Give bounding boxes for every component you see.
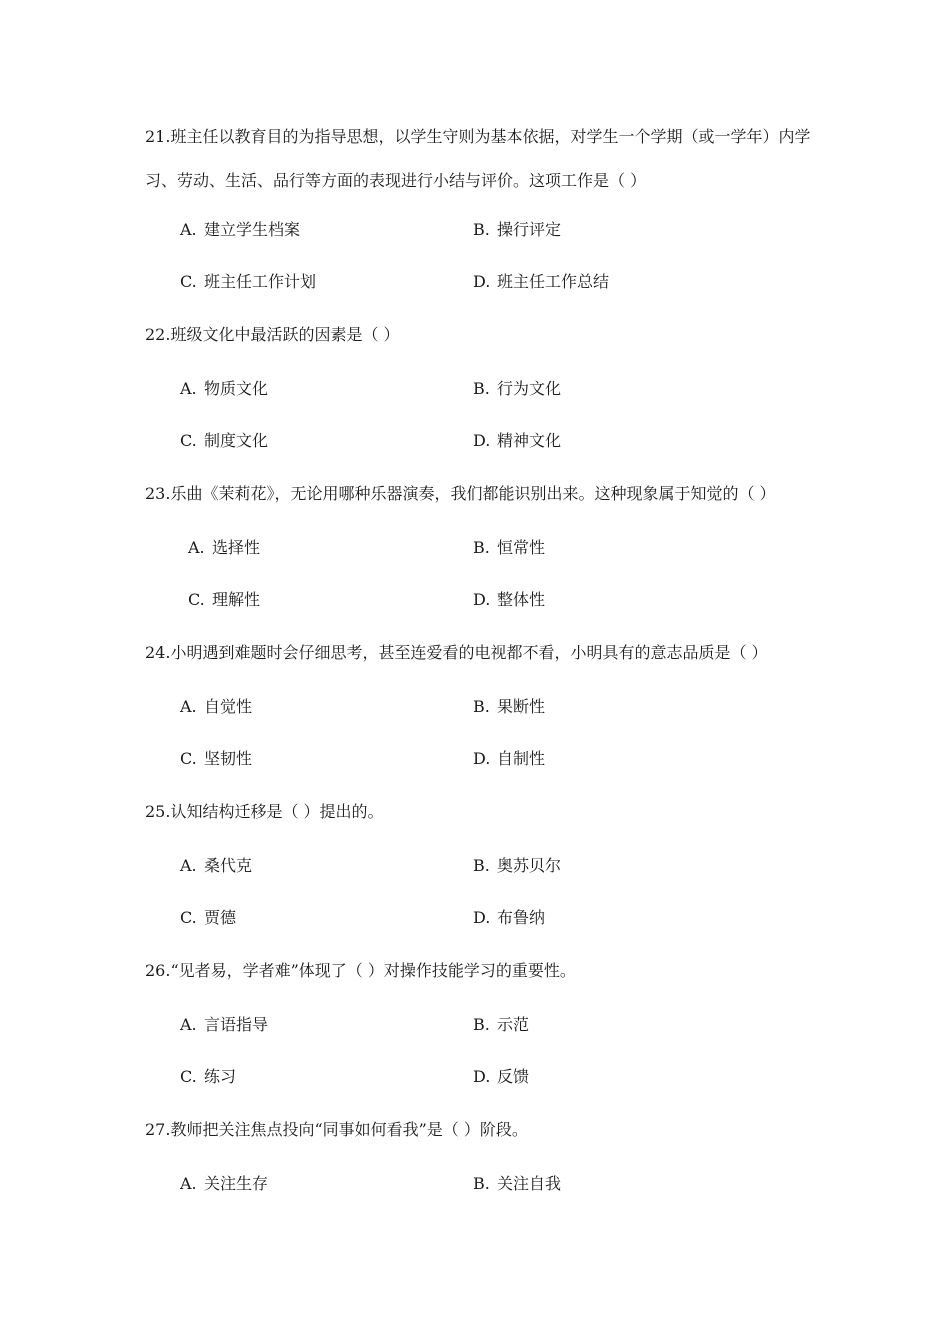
- question-22-stem: 22.班级文化中最活跃的因素是（ ）: [145, 325, 400, 344]
- question-26-options-row-2: [180, 1065, 820, 1089]
- question-25-option-d: D. 布鲁纳: [473, 908, 546, 927]
- question-25-options-row-2: [180, 906, 820, 930]
- question-23-options-row-1: [188, 536, 828, 560]
- question-24-option-b: B. 果断性: [473, 697, 546, 716]
- question-21-option-b: B. 操行评定: [473, 220, 562, 239]
- question-22-option-d: D. 精神文化: [473, 431, 562, 450]
- question-21-options-row-1: [180, 218, 820, 242]
- question-23-stem: 23.乐曲《茉莉花》，无论用哪种乐器演奏，我们都能识别出来。这种现象属于知觉的（ ）: [145, 484, 776, 503]
- question-25-option-c: C. 贾德: [180, 908, 237, 927]
- question-26-option-c: C. 练习: [180, 1067, 237, 1086]
- question-24-options-row-2: [180, 747, 820, 771]
- question-24-options-row-1: [180, 695, 820, 719]
- question-26-options-row-1: [180, 1013, 820, 1037]
- question-24-option-c: C. 坚韧性: [180, 749, 253, 768]
- question-21-option-d: D. 班主任工作总结: [473, 272, 610, 291]
- question-26-stem: 26.“见者易，学者难”体现了（ ）对操作技能学习的重要性。: [145, 961, 576, 980]
- question-22-options-row-2: [180, 429, 820, 453]
- question-23-option-a: A. 选择性: [188, 538, 261, 557]
- question-23-options-row-2: [188, 588, 828, 612]
- question-22-option-b: B. 行为文化: [473, 379, 562, 398]
- question-26-option-d: D. 反馈: [473, 1067, 530, 1086]
- question-27-option-a: A. 关注生存: [180, 1174, 269, 1193]
- question-24-option-d: D. 自制性: [473, 749, 546, 768]
- question-25-option-b: B. 奥苏贝尔: [473, 856, 562, 875]
- question-22-options-row-1: [180, 377, 820, 401]
- question-24-stem: 24.小明遇到难题时会仔细思考，甚至连爱看的电视都不看，小明具有的意志品质是（ ）: [145, 643, 768, 662]
- question-21-option-c: C. 班主任工作计划: [180, 272, 317, 291]
- question-27-options-row-1: [180, 1172, 820, 1196]
- question-25-options-row-1: [180, 854, 820, 878]
- question-25-option-a: A. 桑代克: [180, 856, 253, 875]
- question-23-option-b: B. 恒常性: [473, 538, 546, 557]
- question-24-option-a: A. 自觉性: [180, 697, 253, 716]
- question-23-option-d: D. 整体性: [473, 590, 546, 609]
- question-22-option-c: C. 制度文化: [180, 431, 269, 450]
- question-23-option-c: C. 理解性: [188, 590, 261, 609]
- question-22-option-a: A. 物质文化: [180, 379, 269, 398]
- question-26-option-a: A. 言语指导: [180, 1015, 269, 1034]
- question-21-option-a: A. 建立学生档案: [180, 220, 301, 239]
- question-25-stem: 25.认知结构迁移是（ ）提出的。: [145, 802, 384, 821]
- question-21-options-row-2: [180, 270, 820, 294]
- question-27-option-b: B. 关注自我: [473, 1174, 562, 1193]
- question-21-stem: 21.班主任以教育目的为指导思想，以学生守则为基本依据，对学生一个学期（或一学年）内学习、劳动、生活、品行等方面的表现进行小结与评价。这项工作是（ ）: [145, 127, 811, 190]
- question-26-option-b: B. 示范: [473, 1015, 530, 1034]
- question-27-stem: 27.教师把关注焦点投向“同事如何看我”是（ ）阶段。: [145, 1120, 528, 1139]
